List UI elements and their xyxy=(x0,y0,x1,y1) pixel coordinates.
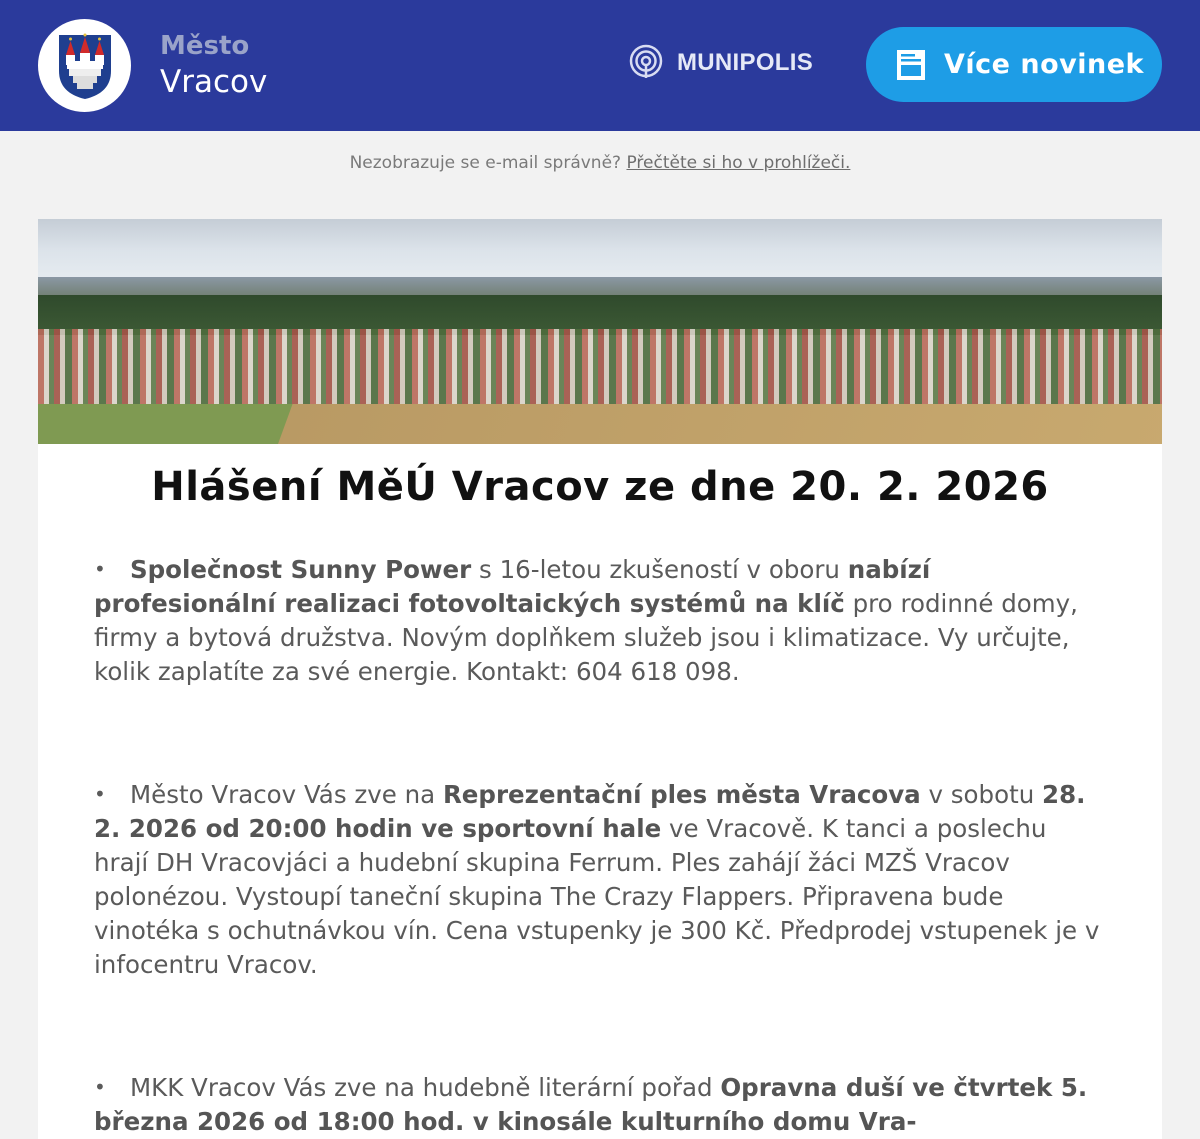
munipolis-text: MUNIPOLIS xyxy=(677,49,814,76)
news-text-bold: Reprezentační ples města Vracova xyxy=(442,780,921,809)
news-text: pro rodinné domy, firmy a bytová družstva. Novým doplňkem služeb jsou i klimatizace. Vy určujte, kolik zaplatíte za své energie. Kontakt: 604 618 098. xyxy=(94,589,1078,686)
browser-view-notice xyxy=(0,0,1200,173)
hero-image-town-panorama xyxy=(38,219,1162,444)
news-item xyxy=(94,552,1106,689)
news-text-bold: Opravna duší ve čtvrtek 5. března 2026 od 18:00 hod. v kinosále kulturního domu Vra- xyxy=(94,1073,1088,1136)
news-list xyxy=(38,552,1162,1139)
bullet-icon: • xyxy=(94,1075,106,1099)
bullet-icon: • xyxy=(94,557,106,581)
news-text-bold: nabízí profesionální realizaci fotovoltaických systémů na klíč xyxy=(94,555,931,618)
more-news-label: Více novinek xyxy=(944,49,1144,80)
news-item xyxy=(94,777,1106,982)
brand-top-text: Město xyxy=(160,31,250,61)
page-title: Hlášení MěÚ Vracov ze dne 20. 2. 2026 xyxy=(151,464,1049,510)
news-item xyxy=(94,1070,1106,1139)
news-text: s 16-letou zkušeností v oboru xyxy=(471,555,848,584)
notice-text: Nezobrazuje se e-mail správně? xyxy=(349,153,622,173)
newsletter-card xyxy=(38,219,1162,1139)
news-text: Město Vracov Vás zve na xyxy=(130,780,443,809)
bullet-icon: • xyxy=(94,782,106,806)
view-in-browser-link[interactable]: Přečtěte si ho v prohlížeči. xyxy=(626,153,851,173)
news-text: MKK Vracov Vás zve na hudebně literární pořad xyxy=(130,1073,721,1102)
news-text: v sobotu xyxy=(920,780,1043,809)
news-text-bold: 28. 2. 2026 od 20:00 hodin ve sportovní hale xyxy=(94,780,1086,843)
news-text: ve Vracově. K tanci a poslechu hrají DH Vracovjáci a hudební skupina Ferrum. Ples zahájí žáci MZŠ Vracov polonézou. Vystoupí taneční skupina The Crazy Flappers. Připravena bude vinotéka s ochutnávkou vín. Cena vstupenky je 300 Kč. Předprodej vstupenek je v infocentru Vracov. xyxy=(94,814,1100,979)
brand-bottom-text: Vracov xyxy=(160,64,268,100)
news-text-bold: Společnost Sunny Power xyxy=(130,555,472,584)
